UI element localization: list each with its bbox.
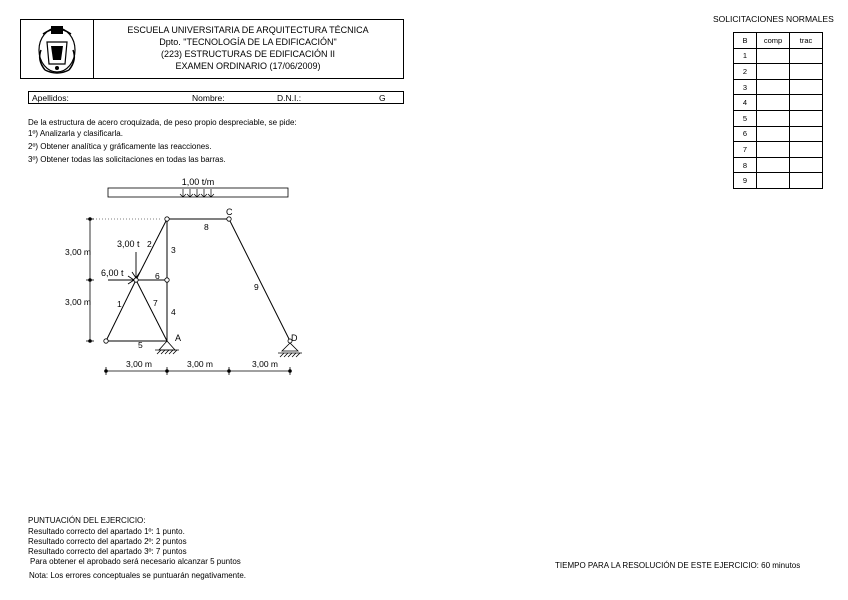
bar-9	[229, 219, 290, 341]
bar-label-6: 6	[155, 271, 160, 281]
node-d-label: D	[291, 333, 298, 343]
distributed-load-arrows	[180, 189, 214, 197]
bar-2	[136, 219, 167, 280]
solicitaciones-table	[733, 32, 823, 189]
scoring-line-4: Para obtener el aprobado será necesario alcanzar 5 puntos	[30, 557, 241, 566]
comp-cell[interactable]	[757, 126, 790, 142]
trac-cell[interactable]	[790, 126, 823, 142]
trac-cell[interactable]	[790, 79, 823, 95]
solicitaciones-title: SOLICITACIONES NORMALES	[713, 14, 834, 24]
table-row	[734, 95, 823, 111]
bar-label-2: 2	[147, 239, 152, 249]
bar-label-8: 8	[204, 222, 209, 232]
comp-cell[interactable]	[757, 110, 790, 126]
comp-cell[interactable]	[757, 48, 790, 64]
col-header-trac: trac	[790, 33, 823, 49]
bar-label-4: 4	[171, 307, 176, 317]
nombre-label: Nombre:	[192, 93, 225, 103]
height-upper-label: 3,00 m	[65, 247, 91, 257]
department: Dpto. "TECNOLOGÍA DE LA EDIFICACIÓN"	[159, 37, 337, 47]
bar-number: 3	[734, 79, 757, 95]
vertical-load-label: 3,00 t	[117, 239, 140, 249]
col-header-comp: comp	[757, 33, 790, 49]
table-row	[734, 126, 823, 142]
bar-number: 2	[734, 64, 757, 80]
comp-cell[interactable]	[757, 142, 790, 158]
trac-cell[interactable]	[790, 48, 823, 64]
comp-cell[interactable]	[757, 79, 790, 95]
comp-cell[interactable]	[757, 173, 790, 189]
bar-number: 6	[734, 126, 757, 142]
bar-label-3: 3	[171, 245, 176, 255]
trac-cell[interactable]	[790, 64, 823, 80]
comp-cell[interactable]	[757, 64, 790, 80]
apellidos-label: Apellidos:	[32, 93, 69, 103]
table-header-row	[734, 33, 823, 49]
table-row	[734, 173, 823, 189]
scoring-line-3: Resultado correcto del apartado 3º: 7 puntos	[28, 547, 187, 556]
bar-1	[106, 280, 136, 341]
bar-number: 7	[734, 142, 757, 158]
col-header-bar: B	[734, 33, 757, 49]
scoring-line-2: Resultado correcto del apartado 2º: 2 puntos	[28, 537, 187, 546]
table-row	[734, 157, 823, 173]
scoring-note: Nota: Los errores conceptuales se puntuarán negativamente.	[29, 571, 247, 580]
span-2-label: 3,00 m	[187, 359, 213, 369]
scoring-title: PUNTUACIÓN DEL EJERCICIO:	[28, 516, 146, 525]
time-note: TIEMPO PARA LA RESOLUCIÓN DE ESTE EJERCICIO: 60 minutos	[555, 561, 801, 570]
node-a-label: A	[175, 333, 182, 343]
height-lower-label: 3,00 m	[65, 297, 91, 307]
trac-cell[interactable]	[790, 157, 823, 173]
trac-cell[interactable]	[790, 173, 823, 189]
trac-cell[interactable]	[790, 142, 823, 158]
bar-label-7: 7	[153, 298, 158, 308]
course-name: (223) ESTRUCTURAS DE EDIFICACIÓN II	[160, 49, 336, 59]
bar-number: 5	[734, 110, 757, 126]
instruction-2: 2º) Obtener analítica y gráficamente las reacciones.	[28, 142, 212, 151]
bar-number: 4	[734, 95, 757, 111]
instruction-1: 1º) Analizarla y clasificarla.	[28, 129, 123, 138]
dni-label: D.N.I.:	[277, 93, 302, 103]
horizontal-load-label: 6,00 t	[101, 268, 124, 278]
table-row	[734, 110, 823, 126]
trac-cell[interactable]	[790, 95, 823, 111]
scoring-line-1: Resultado correcto del apartado 1º: 1 punto.	[28, 527, 185, 536]
school-name: ESCUELA UNIVERSITARIA DE ARQUITECTURA TÉCNICA	[127, 25, 369, 35]
support-d	[278, 339, 302, 357]
comp-cell[interactable]	[757, 95, 790, 111]
bar-label-5: 5	[138, 340, 143, 350]
table-row	[734, 64, 823, 80]
bar-number: 1	[734, 48, 757, 64]
distributed-load-label: 1,00 t/m	[181, 177, 215, 187]
bar-number: 8	[734, 157, 757, 173]
bar-label-1: 1	[117, 299, 122, 309]
span-3-label: 3,00 m	[252, 359, 278, 369]
trac-cell[interactable]	[790, 110, 823, 126]
table-row	[734, 142, 823, 158]
table-row	[734, 79, 823, 95]
grupo-label: G	[379, 93, 386, 103]
table-row	[734, 48, 823, 64]
bar-number: 9	[734, 173, 757, 189]
span-1-label: 3,00 m	[126, 359, 152, 369]
exam-title: EXAMEN ORDINARIO (17/06/2009)	[175, 61, 321, 71]
node-c-label: C	[226, 207, 233, 217]
bar-7	[136, 280, 167, 341]
instruction-intro: De la estructura de acero croquizada, de peso propio despreciable, se pide:	[28, 118, 297, 127]
comp-cell[interactable]	[757, 157, 790, 173]
bar-label-9: 9	[254, 282, 259, 292]
instruction-3: 3º) Obtener todas las solicitaciones en todas las barras.	[28, 155, 226, 164]
